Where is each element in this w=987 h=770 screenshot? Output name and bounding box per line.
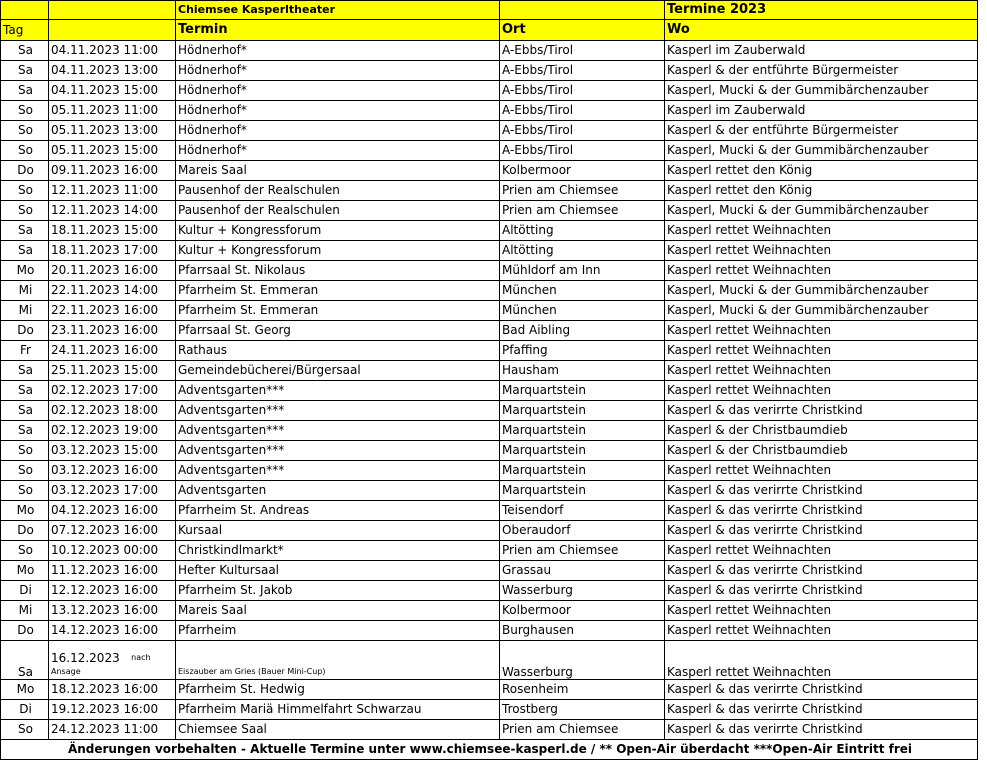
- date-time-cell: 18.12.2023 16:00: [49, 680, 176, 700]
- venue-cell: Pfarrheim St. Emmeran: [176, 281, 500, 301]
- date-time-cell: 10.12.2023 00:00: [49, 541, 176, 561]
- weekday-cell: Di: [1, 581, 49, 601]
- venue-cell: Kursaal: [176, 521, 500, 541]
- venue-cell: Hödnerhof*: [176, 41, 500, 61]
- date-time-cell: 04.11.2023 13:00: [49, 61, 176, 81]
- play-title-cell: Kasperl, Mucki & der Gummibärchenzauber: [665, 301, 978, 321]
- weekday-cell: Fr: [1, 341, 49, 361]
- time-note-cont: Ansage: [51, 667, 81, 676]
- weekday-cell: So: [1, 441, 49, 461]
- date-time-cell: 18.11.2023 15:00: [49, 221, 176, 241]
- date-time-cell: 22.11.2023 16:00: [49, 301, 176, 321]
- table-row: [1, 621, 978, 641]
- weekday-cell: So: [1, 121, 49, 141]
- table-row: [1, 141, 978, 161]
- date-time-cell: 13.12.2023 16:00: [49, 601, 176, 621]
- play-title-cell: Kasperl rettet Weihnachten: [665, 621, 978, 641]
- play-title-cell: Kasperl im Zauberwald: [665, 41, 978, 61]
- city-cell: Hausham: [500, 361, 665, 381]
- date-time-cell: 23.11.2023 16:00: [49, 321, 176, 341]
- date-time-cell: 05.11.2023 13:00: [49, 121, 176, 141]
- table-row: [1, 641, 978, 680]
- play-title-cell: Kasperl rettet Weihnachten: [665, 601, 978, 621]
- venue-cell: Pfarrheim St. Hedwig: [176, 680, 500, 700]
- table-row: [1, 301, 978, 321]
- date-time-cell: 07.12.2023 16:00: [49, 521, 176, 541]
- venue-cell: Adventsgarten: [176, 481, 500, 501]
- venue-cell: Pausenhof der Realschulen: [176, 181, 500, 201]
- table-row: [1, 481, 978, 501]
- play-title-cell: Kasperl rettet Weihnachten: [665, 461, 978, 481]
- city-cell: Prien am Chiemsee: [500, 181, 665, 201]
- footer-row: [1, 740, 978, 760]
- weekday-cell: Sa: [1, 241, 49, 261]
- city-cell: Prien am Chiemsee: [500, 720, 665, 740]
- weekday-cell: Sa: [1, 61, 49, 81]
- date-time-cell: 24.12.2023 11:00: [49, 720, 176, 740]
- venue-cell: Pfarrheim: [176, 621, 500, 641]
- date-time-cell: 19.12.2023 16:00: [49, 700, 176, 720]
- table-row: [1, 700, 978, 720]
- time-note: nach: [131, 653, 151, 662]
- play-title-cell: Kasperl rettet Weihnachten: [665, 641, 978, 680]
- weekday-cell: Do: [1, 521, 49, 541]
- header-row-1: [1, 1, 978, 20]
- city-cell: Mühldorf am Inn: [500, 261, 665, 281]
- city-cell: Marquartstein: [500, 461, 665, 481]
- venue-text: Eiszauber am Gries (Bauer Mini-Cup): [178, 667, 326, 676]
- weekday-cell: So: [1, 541, 49, 561]
- play-title-cell: Kasperl & das verirrte Christkind: [665, 720, 978, 740]
- city-cell: Marquartstein: [500, 381, 665, 401]
- venue-cell: Pfarrheim St. Emmeran: [176, 301, 500, 321]
- venue-cell: Rathaus: [176, 341, 500, 361]
- venue-cell: Hödnerhof*: [176, 141, 500, 161]
- weekday-cell: Mo: [1, 501, 49, 521]
- venue-cell: Hefter Kultursaal: [176, 561, 500, 581]
- city-cell: A-Ebbs/Tirol: [500, 121, 665, 141]
- table-row: [1, 461, 978, 481]
- date-time-cell: 02.12.2023 17:00: [49, 381, 176, 401]
- venue-cell: Chiemsee Saal: [176, 720, 500, 740]
- weekday-cell: So: [1, 201, 49, 221]
- city-cell: Oberaudorf: [500, 521, 665, 541]
- play-title-cell: Kasperl rettet den König: [665, 161, 978, 181]
- weekday-cell: Sa: [1, 421, 49, 441]
- column-header-ort: Ort: [500, 20, 665, 41]
- play-title-cell: Kasperl & das verirrte Christkind: [665, 521, 978, 541]
- play-title-cell: Kasperl & das verirrte Christkind: [665, 680, 978, 700]
- date-text: 16.12.2023: [51, 651, 120, 665]
- city-cell: A-Ebbs/Tirol: [500, 41, 665, 61]
- play-title-cell: Kasperl rettet Weihnachten: [665, 321, 978, 341]
- venue-cell: Kultur + Kongressforum: [176, 241, 500, 261]
- date-time-cell: 09.11.2023 16:00: [49, 161, 176, 181]
- date-time-cell: 25.11.2023 15:00: [49, 361, 176, 381]
- venue-cell: Hödnerhof*: [176, 101, 500, 121]
- header-row-2: [1, 20, 978, 41]
- table-row: [1, 521, 978, 541]
- city-cell: Grassau: [500, 561, 665, 581]
- table-row: [1, 341, 978, 361]
- weekday-cell: Do: [1, 321, 49, 341]
- play-title-cell: Kasperl & der Christbaumdieb: [665, 441, 978, 461]
- play-title-cell: Kasperl im Zauberwald: [665, 101, 978, 121]
- play-title-cell: Kasperl & das verirrte Christkind: [665, 581, 978, 601]
- weekday-cell: So: [1, 461, 49, 481]
- weekday-cell: So: [1, 720, 49, 740]
- city-cell: Kolbermoor: [500, 161, 665, 181]
- venue-cell: Adventsgarten***: [176, 381, 500, 401]
- table-row: [1, 261, 978, 281]
- table-row: [1, 581, 978, 601]
- date-time-cell: 12.12.2023 16:00: [49, 581, 176, 601]
- venue-cell: Pfarrheim St. Andreas: [176, 501, 500, 521]
- table-row: [1, 381, 978, 401]
- date-time-cell: 14.12.2023 16:00: [49, 621, 176, 641]
- table-row: [1, 501, 978, 521]
- city-cell: München: [500, 301, 665, 321]
- city-cell: Teisendorf: [500, 501, 665, 521]
- table-row: [1, 281, 978, 301]
- city-cell: Altötting: [500, 221, 665, 241]
- weekday-cell: Mi: [1, 301, 49, 321]
- city-cell: A-Ebbs/Tirol: [500, 101, 665, 121]
- date-time-cell: 24.11.2023 16:00: [49, 341, 176, 361]
- weekday-cell: Sa: [1, 381, 49, 401]
- play-title-cell: Kasperl & das verirrte Christkind: [665, 700, 978, 720]
- city-cell: Wasserburg: [500, 641, 665, 680]
- table-row: [1, 720, 978, 740]
- venue-cell: Pausenhof der Realschulen: [176, 201, 500, 221]
- venue-cell: Kultur + Kongressforum: [176, 221, 500, 241]
- city-cell: A-Ebbs/Tirol: [500, 141, 665, 161]
- venue-cell: Adventsgarten***: [176, 421, 500, 441]
- table-row: [1, 601, 978, 621]
- play-title-cell: Kasperl rettet Weihnachten: [665, 361, 978, 381]
- play-title-cell: Kasperl rettet Weihnachten: [665, 341, 978, 361]
- city-cell: Prien am Chiemsee: [500, 541, 665, 561]
- weekday-cell: Mi: [1, 601, 49, 621]
- header-cell-empty: [500, 1, 665, 20]
- venue-cell: Adventsgarten***: [176, 461, 500, 481]
- play-title-cell: Kasperl rettet Weihnachten: [665, 381, 978, 401]
- play-title-cell: Kasperl rettet Weihnachten: [665, 261, 978, 281]
- table-row: [1, 321, 978, 341]
- date-time-cell: 02.12.2023 18:00: [49, 401, 176, 421]
- venue-cell: Pfarrheim St. Jakob: [176, 581, 500, 601]
- table-row: [1, 121, 978, 141]
- weekday-cell: Mo: [1, 680, 49, 700]
- venue-cell: Pfarrheim Mariä Himmelfahrt Schwarzau: [176, 700, 500, 720]
- city-cell: München: [500, 281, 665, 301]
- city-cell: Trostberg: [500, 700, 665, 720]
- header-cell-empty: [49, 1, 176, 20]
- table-row: [1, 161, 978, 181]
- city-cell: Marquartstein: [500, 481, 665, 501]
- city-cell: Altötting: [500, 241, 665, 261]
- date-time-cell: 11.12.2023 16:00: [49, 561, 176, 581]
- date-time-cell: 18.11.2023 17:00: [49, 241, 176, 261]
- play-title-cell: Kasperl & das verirrte Christkind: [665, 401, 978, 421]
- city-cell: Marquartstein: [500, 421, 665, 441]
- table-row: [1, 421, 978, 441]
- column-header-wo: Wo: [665, 20, 978, 41]
- city-cell: Prien am Chiemsee: [500, 201, 665, 221]
- date-time-cell: 03.12.2023 16:00: [49, 461, 176, 481]
- table-row: [1, 541, 978, 561]
- play-title-cell: Kasperl, Mucki & der Gummibärchenzauber: [665, 201, 978, 221]
- date-time-cell: 20.11.2023 16:00: [49, 261, 176, 281]
- play-title-cell: Kasperl, Mucki & der Gummibärchenzauber: [665, 81, 978, 101]
- venue-cell: [176, 641, 500, 680]
- column-header-tag: Tag: [1, 20, 49, 41]
- venue-cell: Hödnerhof*: [176, 81, 500, 101]
- table-row: [1, 680, 978, 700]
- city-cell: Bad Aibling: [500, 321, 665, 341]
- date-time-cell: 03.12.2023 17:00: [49, 481, 176, 501]
- weekday-cell: Sa: [1, 361, 49, 381]
- date-time-cell: 05.11.2023 15:00: [49, 141, 176, 161]
- city-cell: Wasserburg: [500, 581, 665, 601]
- weekday-cell: Do: [1, 621, 49, 641]
- weekday-cell: So: [1, 101, 49, 121]
- sheet-title: Chiemsee Kasperltheater: [176, 1, 500, 20]
- city-cell: A-Ebbs/Tirol: [500, 61, 665, 81]
- date-time-cell: 12.11.2023 11:00: [49, 181, 176, 201]
- venue-cell: Hödnerhof*: [176, 121, 500, 141]
- city-cell: Pfaffing: [500, 341, 665, 361]
- play-title-cell: Kasperl & das verirrte Christkind: [665, 481, 978, 501]
- city-cell: Rosenheim: [500, 680, 665, 700]
- table-row: [1, 441, 978, 461]
- table-row: [1, 181, 978, 201]
- play-title-cell: Kasperl rettet den König: [665, 181, 978, 201]
- weekday-cell: Sa: [1, 41, 49, 61]
- table-row: [1, 401, 978, 421]
- venue-cell: Christkindlmarkt*: [176, 541, 500, 561]
- weekday-cell: So: [1, 181, 49, 201]
- weekday-cell: Sa: [1, 641, 49, 680]
- play-title-cell: Kasperl, Mucki & der Gummibärchenzauber: [665, 141, 978, 161]
- date-time-cell: 03.12.2023 15:00: [49, 441, 176, 461]
- city-cell: Kolbermoor: [500, 601, 665, 621]
- weekday-cell: So: [1, 481, 49, 501]
- date-time-cell: 22.11.2023 14:00: [49, 281, 176, 301]
- footer-note: Änderungen vorbehalten - Aktuelle Termine unter www.chiemsee-kasperl.de / ** Open-Air überdacht ***Open-Air Eintritt frei: [1, 740, 978, 760]
- weekday-cell: Mo: [1, 561, 49, 581]
- table-row: [1, 81, 978, 101]
- venue-cell: Hödnerhof*: [176, 61, 500, 81]
- column-header-termin: Termin: [176, 20, 500, 41]
- venue-cell: Gemeindebücherei/Bürgersaal: [176, 361, 500, 381]
- date-time-cell: 05.11.2023 11:00: [49, 101, 176, 121]
- date-time-cell: 04.12.2023 16:00: [49, 501, 176, 521]
- table-row: [1, 41, 978, 61]
- table-row: [1, 561, 978, 581]
- table-row: [1, 221, 978, 241]
- weekday-cell: So: [1, 141, 49, 161]
- venue-cell: Mareis Saal: [176, 161, 500, 181]
- venue-cell: Adventsgarten***: [176, 401, 500, 421]
- weekday-cell: Do: [1, 161, 49, 181]
- weekday-cell: Sa: [1, 81, 49, 101]
- table-row: [1, 101, 978, 121]
- table-row: [1, 241, 978, 261]
- play-title-cell: Kasperl rettet Weihnachten: [665, 541, 978, 561]
- city-cell: A-Ebbs/Tirol: [500, 81, 665, 101]
- play-title-cell: Kasperl & der Christbaumdieb: [665, 421, 978, 441]
- city-cell: Burghausen: [500, 621, 665, 641]
- weekday-cell: Di: [1, 700, 49, 720]
- play-title-cell: Kasperl & der entführte Bürgermeister: [665, 61, 978, 81]
- play-title-cell: Kasperl rettet Weihnachten: [665, 241, 978, 261]
- weekday-cell: Mo: [1, 261, 49, 281]
- date-time-cell: 12.11.2023 14:00: [49, 201, 176, 221]
- header-cell-empty: [49, 20, 176, 41]
- header-cell-empty: [1, 1, 49, 20]
- table-row: [1, 61, 978, 81]
- date-time-cell: 04.11.2023 15:00: [49, 81, 176, 101]
- venue-cell: Pfarrsaal St. Nikolaus: [176, 261, 500, 281]
- date-time-cell: 04.11.2023 11:00: [49, 41, 176, 61]
- date-time-cell: [49, 641, 176, 680]
- date-time-cell: 02.12.2023 19:00: [49, 421, 176, 441]
- play-title-cell: Kasperl & das verirrte Christkind: [665, 561, 978, 581]
- city-cell: Marquartstein: [500, 401, 665, 421]
- table-row: [1, 201, 978, 221]
- table-row: [1, 361, 978, 381]
- year-label: Termine 2023: [665, 1, 978, 20]
- play-title-cell: Kasperl & der entführte Bürgermeister: [665, 121, 978, 141]
- venue-cell: Mareis Saal: [176, 601, 500, 621]
- play-title-cell: Kasperl, Mucki & der Gummibärchenzauber: [665, 281, 978, 301]
- venue-cell: Pfarrsaal St. Georg: [176, 321, 500, 341]
- weekday-cell: Mi: [1, 281, 49, 301]
- weekday-cell: Sa: [1, 221, 49, 241]
- weekday-cell: Sa: [1, 401, 49, 421]
- play-title-cell: Kasperl rettet Weihnachten: [665, 221, 978, 241]
- play-title-cell: Kasperl & das verirrte Christkind: [665, 501, 978, 521]
- venue-cell: Adventsgarten***: [176, 441, 500, 461]
- city-cell: Marquartstein: [500, 441, 665, 461]
